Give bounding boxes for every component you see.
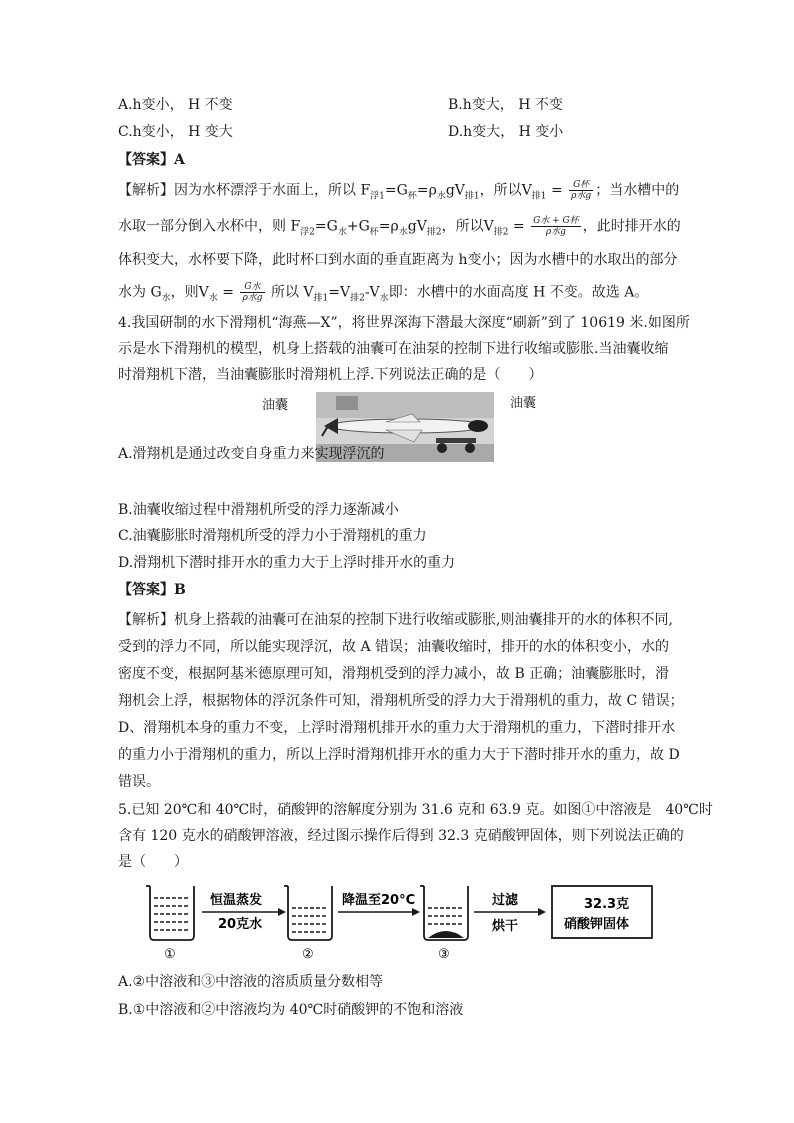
exp-text: =G <box>384 182 408 199</box>
explanation-line: D、滑翔机本身的重力不变，上浮时滑翔机排开水的重力大于滑翔机的重力，下潜时排开水 <box>118 720 676 736</box>
exp-text: 【解析】因为水杯漂浮于水面上，所以 F <box>118 182 371 199</box>
exp-text: 即：水槽中的水面高度 H 不变。故选 A。 <box>388 284 649 301</box>
question-stem: 示是水下滑翔机的模型，机身上搭载的油囊可在油泵的控制下进行收缩或膨胀.当油囊收缩 <box>118 341 669 357</box>
beaker-2 <box>284 886 332 940</box>
explanation-line: 体积变大，水杯要下降，此时杯口到水面的垂直距离为 h变小；因为水槽中的水取出的部分 <box>118 252 678 268</box>
exp-sub: 排2 <box>426 227 442 238</box>
fraction-denominator: ρ水g <box>571 191 592 201</box>
exp-text: =ρ <box>378 218 399 235</box>
exp-text: = <box>508 218 530 235</box>
exp-sub: 排2 <box>350 293 365 304</box>
explanation-line <box>118 216 681 242</box>
option-a: A.h变小， H 不变 <box>118 97 233 113</box>
exp-sub: 排2 <box>493 227 509 238</box>
fraction-numerator: G水 + G杯 <box>533 216 579 226</box>
exp-text: +G <box>346 218 370 235</box>
exp-text: ，此时排开水的 <box>582 218 681 235</box>
exp-text: 所以 V <box>266 284 314 301</box>
fraction <box>531 216 581 237</box>
exp-sub: 水 <box>398 227 408 238</box>
option-c: C.h变小， H 变大 <box>118 124 233 140</box>
beaker-1 <box>146 886 194 940</box>
exp-text: =V <box>328 284 351 301</box>
result-box-line2: 硝酸钾固体 <box>564 917 630 932</box>
option-a: A.滑翔机是通过改变自身重力来实现浮沉的 <box>118 446 385 462</box>
option-b: B.油囊收缩过程中滑翔机所受的浮力逐渐减小 <box>118 502 399 518</box>
explanation-line: 受到的浮力不同，所以能实现浮沉，故 A 错误；油囊收缩时，排开的水的体积变小，水的 <box>118 639 670 655</box>
beaker-3-label: ③ <box>438 947 450 962</box>
option-d: D.h变大， H 变小 <box>448 124 564 140</box>
exp-sub: 水 <box>208 293 218 304</box>
arrow-2-top: 降温至20°C <box>342 893 416 908</box>
explanation-line: 翔机会上浮，根据物体的浮沉条件可知，滑翔机所受的浮力大于滑翔机的重力，故 C 错误； <box>118 693 684 709</box>
exp-text: =G <box>314 218 338 235</box>
question-stem: 4.我国研制的水下滑翔机“海燕—X”，将世界深海下潜最大深度“刷新”到了 10619 米.如图所 <box>118 315 690 331</box>
beaker-3 <box>420 886 468 940</box>
fraction-denominator: ρ水g <box>545 227 566 237</box>
exp-text: = <box>217 284 239 301</box>
option-d: D.滑翔机下潜时排开水的重力大于上浮时排开水的重力 <box>118 555 456 571</box>
explanation-line: 的重力小于滑翔机的重力，所以上浮时滑翔机排开水的重力大于下潜时排开水的重力，故 D <box>118 747 680 763</box>
exp-sub: 水 <box>379 293 389 304</box>
question-stem: 5.已知 20℃和 40℃时，硝酸钾的溶解度分别为 31.6 克和 63.9 克。如图①中溶液是 40℃时 <box>118 802 713 818</box>
explanation-line: 密度不变，根据阿基米德原理可知，滑翔机受到的浮力减小，故 B 正确；油囊膨胀时，滑 <box>118 666 670 682</box>
arrow-3-top: 过滤 <box>492 893 519 908</box>
option-b: B.①中溶液和②中溶液均为 40℃时硝酸钾的不饱和溶液 <box>118 1002 464 1018</box>
exp-sub: 杯 <box>369 227 379 238</box>
question-stem: 是（ ） <box>118 854 188 870</box>
answer: 【答案】B <box>118 582 186 598</box>
exp-text: gV <box>445 182 465 199</box>
answer: 【答案】A <box>118 152 185 168</box>
fraction-numerator: G杯 <box>569 180 593 191</box>
question-stem: 时滑翔机下潜，当油囊膨胀时滑翔机上浮.下列说法正确的是（ ） <box>118 367 543 383</box>
arrow-1-top: 恒温蒸发 <box>210 893 263 908</box>
oil-bladder-label-right: 油囊 <box>510 396 537 411</box>
fraction-denominator: ρ水g <box>242 293 263 303</box>
exp-sub: 排1 <box>464 191 480 202</box>
exp-text: 水为 G <box>118 284 162 301</box>
explanation-line: 【解析】机身上搭载的油囊可在油泵的控制下进行收缩或膨胀,则油囊排开的水的体积不同, <box>118 612 673 628</box>
exp-sub: 排1 <box>313 293 329 304</box>
fraction <box>240 282 264 303</box>
oil-bladder-label-left: 油囊 <box>262 398 289 413</box>
fraction-numerator: G水 <box>240 282 264 293</box>
exp-text: gV <box>407 218 427 235</box>
exp-text: ，则V <box>170 284 209 301</box>
experiment-diagram <box>140 882 680 962</box>
exp-sub: 水 <box>161 293 171 304</box>
option-b: B.h变大， H 不变 <box>448 97 563 113</box>
exp-text: =ρ <box>416 182 437 199</box>
exp-sub: 排1 <box>531 191 547 202</box>
exp-text: ；当水槽中的 <box>595 182 680 199</box>
explanation-line <box>118 282 648 308</box>
explanation-line <box>118 180 679 206</box>
arrow-1-bottom: 20克水 <box>218 917 263 932</box>
question-stem: 含有 120 克水的硝酸钾溶液，经过图示操作后得到 32.3 克硝酸钾固体，则下列说法正确的 <box>118 828 684 844</box>
exp-sub: 水 <box>337 227 347 238</box>
exp-text: = <box>546 182 568 199</box>
explanation-line: 错误。 <box>118 774 160 790</box>
exp-text: ，所以V <box>441 218 494 235</box>
exp-sub: 杯 <box>407 191 417 202</box>
exp-sub: 水 <box>436 191 446 202</box>
option-c: C.油囊膨胀时滑翔机所受的浮力小于滑翔机的重力 <box>118 528 427 544</box>
option-a: A.②中溶液和③中溶液的溶质质量分数相等 <box>118 974 384 990</box>
beaker-1-label: ① <box>164 947 176 962</box>
beaker-2-label: ② <box>302 947 314 962</box>
result-box-line1: 32.3克 <box>584 897 630 912</box>
exp-text: ，所以V <box>479 182 532 199</box>
exp-text: -V <box>364 284 380 301</box>
exp-sub: 浮2 <box>300 227 315 238</box>
arrow-3-bottom: 烘干 <box>492 919 519 934</box>
exp-sub: 浮1 <box>370 191 385 202</box>
fraction <box>569 180 593 201</box>
exp-text: 水取一部分倒入水杯中，则 F <box>118 218 301 235</box>
